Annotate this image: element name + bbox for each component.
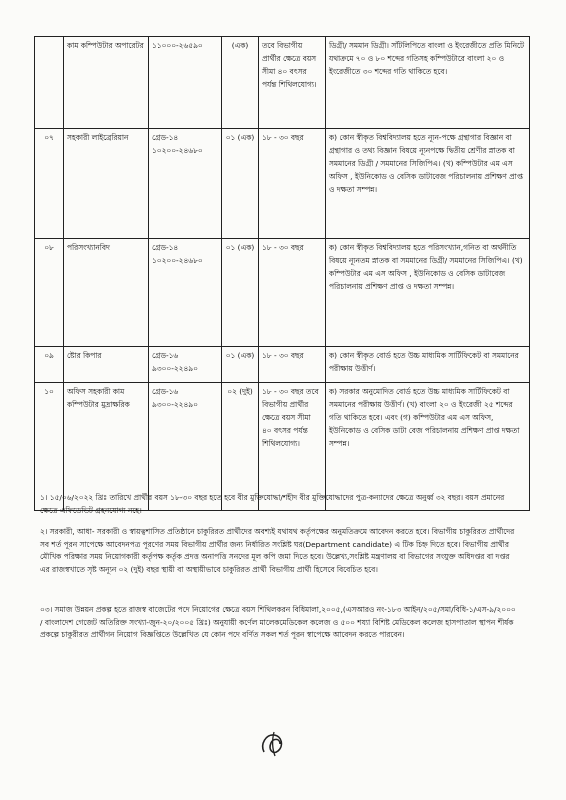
qualification-cell: ডিগ্রী/ সমমান ডিগ্রী। সাঁটলিপিতে বাংলা ও ইংরেজীতে প্রতি মিনিটে যথাক্রমে ৭০ ও ৮০ শব্দের গতিসহ কম্পিউটারে বাংলা ২০ ও ইংরেজীতে ৩০ শব্দের গতি থাকিতে হবে। — [326, 37, 530, 129]
serial-cell: ০৯ — [35, 347, 64, 383]
qualification-cell: ক) কোন স্বীকৃত বিশ্ববিদ্যালয় হতে পরিসংখ্যান,গনিত বা অর্থনীতি বিষয়ে ন্যূনতম স্নাতক বা সমমানের ডিগ্রী/ সমমানের সিজিপিএ। (খ) কম্পিউটার এম এস অফিস , ইউনিকোড ও বেসিক ডাটাবেজ পরিচালনায় প্রশিক্ষণ প্রাপ্ত ও দক্ষতা সম্পন্ন। — [326, 239, 530, 347]
signature-mark — [256, 726, 292, 762]
table-row — [35, 37, 530, 129]
note-age-relaxation: ০৩। সমাজ উন্নয়ন প্রকল্প হতে রাজস্ব বাজেটের পদে নিয়োগের ক্ষেত্রে বয়স শিথিলকরন বিধিমালা,২০০৫,(এসআরও নং-১৮৩ আইন/২০৫/সমা/বিধি-১/এস-৯/২০০০ / বাংলাদেশ গেজেট অতিরিক্ত সংখ্যা-জুন-২০/২০০৫ খ্রিঃ) অনুযায়ী কর্ণেল মালেকমেডিকেল কলেজ ও ৫০০ শয্যা বিশিষ্ট মেডিকেল কলেজ হাসপাতাল স্থাপন শীর্ষক প্রকল্পে চাকুরীরত প্রার্থীগন নিয়োগ বিজ্ঞপ্তিতে উল্লেখিত যে কোন পদে বর্ণিত সকল শর্ত পূরন স্বাপেক্ষে আবেদন করতে পারবেন। — [40, 605, 516, 639]
post-cell: সহকারী লাইব্রেরিয়ান — [64, 129, 149, 239]
age-limit-cell: ১৮ - ৩০ বছর — [259, 129, 326, 239]
table-row — [35, 239, 530, 347]
vacancy-count-cell: ০১ (এক) — [222, 129, 259, 239]
age-limit-cell: ১৮ - ৩০ বছর — [259, 239, 326, 347]
note-govt-employees: ২। সরকারী, আধা- সরকারী ও স্বায়ত্বশাসিত প্রতিষ্ঠানে চাকুরিরত প্রার্থীদের অবশ্যই যথাযথ কর্তৃপক্ষের অনুমতিক্রমে আবেদন করতে হবে। বিভাগীয় চাকুরিরত প্রার্থীদের সব শর্ত পূরন সাপেক্ষে আবেদনপত্র পূরণের সময় বিভাগীয় প্রার্থীর জন্য নির্ধারিত সংশ্লিষ্ট ঘর(Department candidate) এ টিক চিহ্ন দিতে হবে। বিভাগীয় প্রার্থীর মৌখিক পরিক্ষার সময় নিয়োগকারী কর্তৃপক্ষ কর্তৃক প্রদত্ত অনাপত্তি সনদের মূল কপি জমা দিতে হবে। উল্লেখ্য,সংশ্লিষ্ট মন্ত্রণালয় বা বিভাগের সংযুক্ত অধিদপ্তর বা দপ্তর এর রাজস্বখাতে সৃষ্ট অন্যূন ০২ (দুই) বছর স্থায়ী বা অস্থায়ীভাবে চাকুরিরত প্রার্থী বিভাগীয় প্রার্থী হিসেবে বিবেচিত হবে। — [40, 527, 515, 574]
serial-cell: ০৭ — [35, 129, 64, 239]
pay-scale-cell: গ্রেড-১৬ ৯৩০০-২২৪৯০ — [149, 347, 222, 383]
age-limit-cell: তবে বিভাগীয় প্রার্থীর ক্ষেত্রে বয়স সীমা ৪০ বৎসর পর্যন্ত শিথিলযোগ্য। — [259, 37, 326, 129]
vacancy-count-cell: ০১ (এক) — [222, 239, 259, 347]
pay-scale-cell: গ্রেড-১৬ ৯৩০০-২২৪৯০ — [149, 383, 222, 511]
serial-cell — [35, 37, 64, 129]
post-cell: কাম কম্পিউটার অপারেটর — [64, 37, 149, 129]
qualification-cell: ক) সরকার অনুমোদিত বোর্ড হতে উচ্চ মাধ্যমিক সার্টিফিকেট বা সমমানের পরীক্ষায় উত্তীর্ণ। (খ) বাংলা ২০ ও ইংরেজী ২৫ শব্দের গতি থাকিতে হবে। এবং (গ) কম্পিউটার এম এস অফিস, ইউনিকোড ও বেসিক ডাটা বেজ পরিচালনায় প্রশিক্ষণ প্রাপ্ত দক্ষতা সম্পন্ন। — [326, 383, 530, 511]
vacancy-table — [34, 36, 530, 511]
vacancy-count-cell: ০২ (দুই) — [222, 383, 259, 511]
age-limit-cell: ১৮ - ৩০ বছর — [259, 347, 326, 383]
table-row — [35, 129, 530, 239]
age-limit-cell: ১৮ - ৩০ বছর তবে বিভাগীয় প্রার্থীর ক্ষেত্রে বয়স সীমা ৪০ বৎসর পর্যন্ত শিথিলযোগ্য। — [259, 383, 326, 511]
qualification-cell: ক) কোন স্বীকৃত বোর্ড হতে উচ্চ মাধ্যমিক সার্টিফিকেট বা সমমানের পরীক্ষায় উত্তীর্ণ। — [326, 347, 530, 383]
note-age-limit: ১। ১৫/০৬/২০২২ খ্রিঃ তারিখে প্রার্থীর বয়স ১৮-৩০ বছর হতে হবে বীর মুক্তিযোদ্ধা/শহীদ বীর মুক্তিযোদ্ধাদের পুত্র-কন্যাদের ক্ষেত্রে অনুর্ধ্ব ৩২ বছর। বয়স প্রমানের ক্ষেত্রে এফিডেভিট গ্রহনযোগ্য নহে। — [40, 493, 505, 515]
vacancy-count-cell: ০১ (এক) — [222, 347, 259, 383]
pay-scale-cell: ১১০০০-২৬৫৯০ — [149, 37, 222, 129]
serial-cell: ১০ — [35, 383, 64, 511]
post-cell: অফিস সহকারী কাম কম্পিউটার মুদ্রাক্ষরিক — [64, 383, 149, 511]
pay-scale-cell: গ্রেড-১৪ ১০২০০-২৪৬৮০ — [149, 239, 222, 347]
table-row — [35, 347, 530, 383]
pay-scale-cell: গ্রেড-১৪ ১০২০০-২৪৬৮০ — [149, 129, 222, 239]
post-cell: ষ্টোর কিপার — [64, 347, 149, 383]
qualification-cell: ক) কোন স্বীকৃত বিশ্ববিদ্যালয় হতে ন্যূন-পক্ষে গ্রন্থাগার বিজ্ঞান বা গ্রন্থাগার ও তথ্য বিজ্ঞান বিষয়ে ন্যূনপক্ষে দ্বিতীয় শ্রেণীর স্নাতক বা সমমানের ডিগ্রী / সমমানের সিজিপিএ। (খ) কম্পিউটার এম এস অফিস , ইউনিকোড ও বেসিক ডাটাবেজ পরিচালনায় প্রশিক্ষণ প্রাপ্ত ও দক্ষতা সম্পন্ন। — [326, 129, 530, 239]
serial-cell: ০৮ — [35, 239, 64, 347]
post-cell: পরিসংখ্যানবিদ — [64, 239, 149, 347]
vacancy-count-cell: (এক) — [222, 37, 259, 129]
